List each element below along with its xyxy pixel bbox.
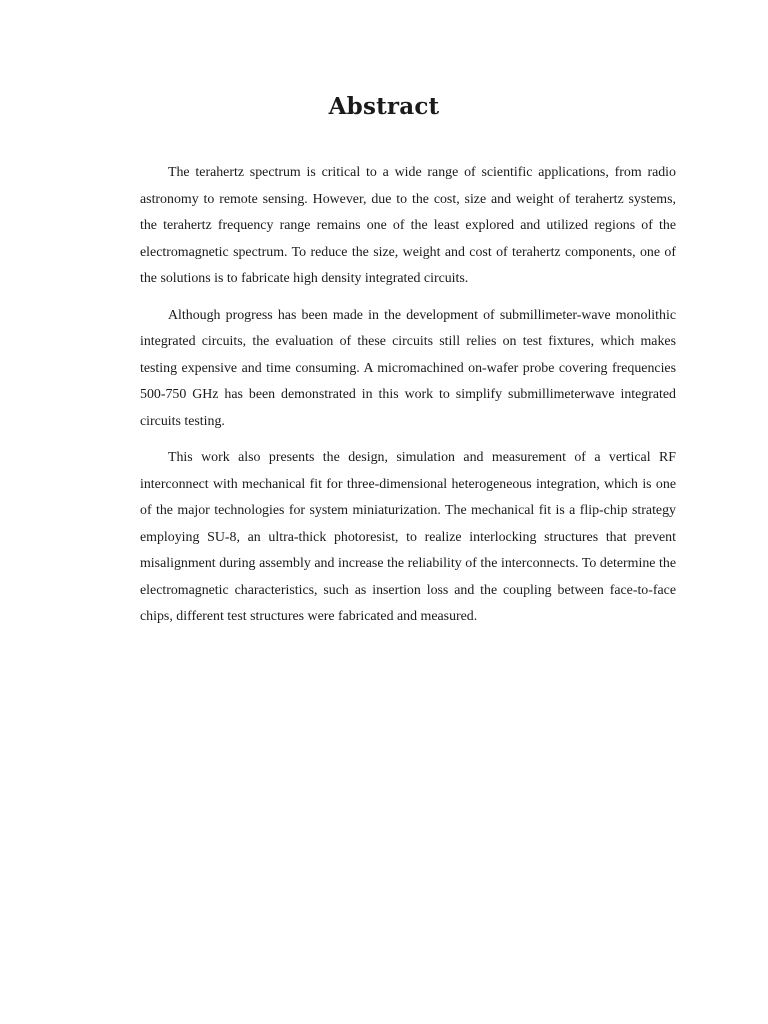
page-title: Abstract xyxy=(328,93,440,120)
abstract-body xyxy=(140,160,676,641)
abstract-paragraph-3: This work also presents the design, simulation and measurement of a vertical RF interconnect with mechanical fit for three-dimensional heterogeneous integration, which is one of the major technologies for system miniaturization. The mechanical fit is a flip-chip strategy employing SU-8, an ultra-thick photoresist, to realize interlocking structures that prevent misalignment during assembly and increase the reliability of the interconnects. To determine the electromagnetic characteristics, such as insertion loss and the coupling between face-to-face chips, different test structures were fabricated and measured. xyxy=(140,450,676,624)
abstract-paragraph-2: Although progress has been made in the development of submillimeter-wave monolithic integrated circuits, the evaluation of these circuits still relies on test fixtures, which makes testing expensive and time consuming. A micromachined on-wafer probe covering frequencies 500-750 GHz has been demonstrated in this work to simplify submillimeterwave integrated circuits testing. xyxy=(140,307,676,429)
abstract-paragraph-1: The terahertz spectrum is critical to a wide range of scientific applications, from radio astronomy to remote sensing. However, due to the cost, size and weight of terahertz systems, the terahertz frequency range remains one of the least explored and utilized regions of the electromagnetic spectrum. To reduce the size, weight and cost of terahertz components, one of the solutions is to fabricate high density integrated circuits. xyxy=(140,165,676,286)
